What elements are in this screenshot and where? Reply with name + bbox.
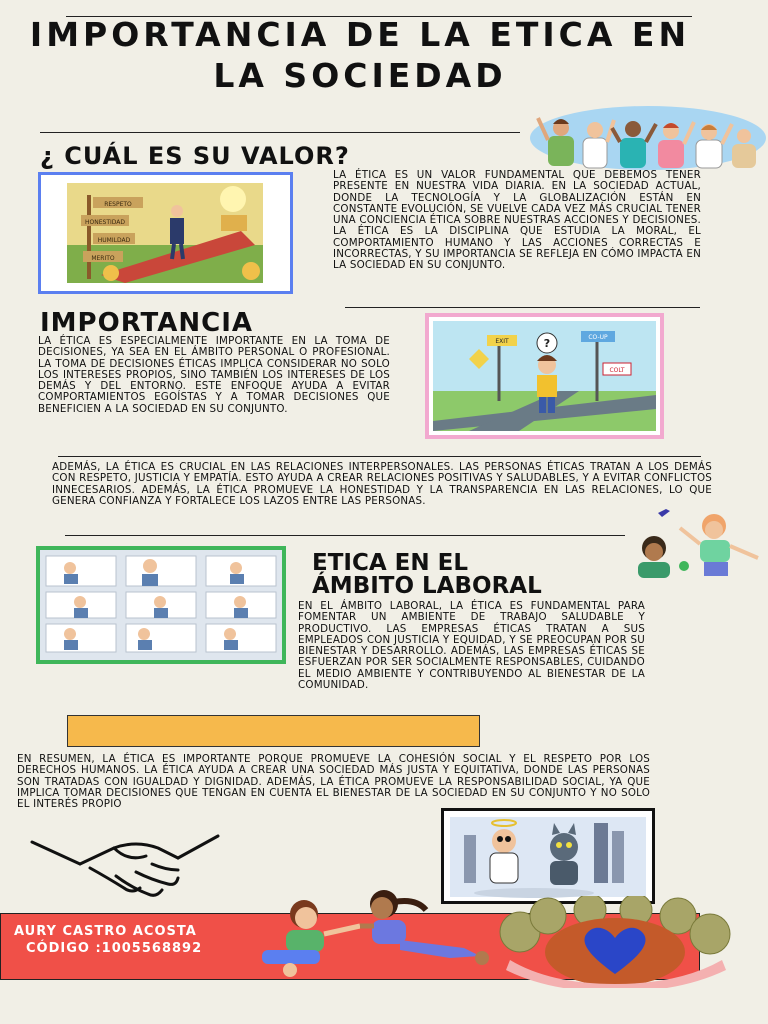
resumen-paragraph: EN RESUMEN, LA ÉTICA ES IMPORTANTE PORQUE PROMUEVE LA COHESIÓN SOCIAL Y EL RESPETO POR LOS DERECHOS HUMANOS. LA ÉTICA AYUDA A CREAR UNA SOCIEDAD MÁS JUSTA Y EQUITATIVA, DONDE LAS PERSONAS SON TRATADAS CON IGUALDAD Y DIGNIDAD. ADEMÁS, LA ÉTICA PROMUEVE LA RESPONSABILIDAD SOCIAL, YA QUE IMPLICA TOMAR DECISIONES QUE TENGAN EN CUENTA EL BIENESTAR DE LA SOCIEDAD EN SU CONJUNTO Y NO SOLO EL INTERÉS PROPIO xyxy=(17,753,650,811)
laboral-image-frame xyxy=(36,546,286,664)
valor-image-frame xyxy=(38,172,293,294)
student-code: CÓDIGO :1005568892 xyxy=(26,941,203,956)
author-name: AURY CASTRO ACOSTA xyxy=(14,924,197,939)
relaciones-bottom-rule xyxy=(65,535,625,536)
kids-hand-illustration xyxy=(250,884,500,980)
crossroads-image xyxy=(429,317,660,435)
heart-hands-illustration xyxy=(490,896,740,988)
laboral-heading-line2: ÁMBITO LABORAL xyxy=(312,573,542,599)
accent-bar xyxy=(67,715,480,747)
valor-heading: ¿ CUÁL ES SU VALOR? xyxy=(40,142,350,170)
valor-paragraph: LA ÉTICA ES UN VALOR FUNDAMENTAL QUE DEBEMOS TENER PRESENTE EN NUESTRA VIDA DIARIA. EN LA SOCIEDAD ACTUAL, DONDE LA TECNOLOGÍA Y LA GLOBALIZACIÓN ESTÁN EN CONSTANTE EVOLUCIÓN, SE VUELVE CADA VEZ MÁS CRUCIAL TENER UNA CONCIENCIA ÉTICA SOBRE NUESTRAS ACCIONES Y DECISIONES. LA ÉTICA ES LA DISCIPLINA QUE ESTUDIA LA MORAL, EL COMPORTAMIENTO HUMANO Y LAS ACCIONES CORRECTAS E INCORRECTAS, Y SU IMPORTANCIA SE REFLEJA EN CÓMO IMPACTA EN LA SOCIEDAD EN SU CONJUNTO. xyxy=(333,169,701,272)
workplace-collage-image xyxy=(40,550,282,660)
sign-label: CO-UP xyxy=(588,334,608,341)
crowd-illustration xyxy=(518,98,768,170)
page-title: IMPORTANCIA DE LA ETICA EN LA SOCIEDAD xyxy=(29,15,691,95)
sign-label: COLT xyxy=(609,367,625,374)
sign-label: MERITO xyxy=(91,255,115,262)
values-signpost-image xyxy=(41,175,290,291)
importancia-paragraph: LA ÉTICA ES ESPECIALMENTE IMPORTANTE EN LA TOMA DE DECISIONES, YA SEA EN EL ÁMBITO PERSONAL O PROFESIONAL. LA TOMA DE DECISIONES ÉTICAS IMPLICA CONSIDERAR NO SOLO LOS INTERESES PROPIOS, SINO TAMBIÉN LOS INTERESES DE LOS DEMÁS Y DEL ENTORNO. ESTE ENFOQUE AYUDA A EVITAR COMPORTAMIENTOS EGOÍSTAS Y A TOMAR DECISIONES QUE BENEFICIEN A LA SOCIEDAD EN SU CONJUNTO. xyxy=(38,335,390,415)
relaciones-paragraph: ADEMÁS, LA ÉTICA ES CRUCIAL EN LAS RELACIONES INTERPERSONALES. LAS PERSONAS ÉTICAS TRATAN A LOS DEMÁS CON RESPETO, JUSTICIA Y EMPATÍA. ESTO AYUDA A CREAR RELACIONES POSITIVAS Y SALUDABLES, Y A EVITAR CONFLICTOS INNECESARIOS. ADEMÁS, LA ÉTICA PROMUEVE LA HONESTIDAD Y LA TRANSPARENCIA EN LAS RELACIONES, LO QUE GENERA CONFIANZA Y FORTALECE LOS LAZOS ENTRE LAS PERSONAS. xyxy=(52,461,712,507)
importancia-bottom-rule xyxy=(58,456,701,457)
valor-bottom-rule xyxy=(345,307,700,308)
importancia-heading: IMPORTANCIA xyxy=(40,308,254,338)
laboral-paragraph: EN EL ÁMBITO LABORAL, LA ÉTICA ES FUNDAMENTAL PARA FOMENTAR UN AMBIENTE DE TRABAJO SALUDABLE Y PRODUCTIVO. LAS EMPRESAS ÉTICAS TRATAN A SUS EMPLEADOS CON JUSTICIA Y EQUIDAD, Y SE PREOCUPAN POR SU BIENESTAR Y DESARROLLO. ADEMÁS, LAS EMPRESAS ÉTICAS SE ESFUERZAN POR SER SOCIALMENTE RESPONSABLES, CUIDANDO EL MEDIO AMBIENTE Y CONTRIBUYENDO AL BIENESTAR DE LA COMUNIDAD. xyxy=(298,600,645,692)
question-mark: ? xyxy=(543,337,551,350)
sign-label: EXIT xyxy=(495,338,509,345)
sign-label: HONESTIDAD xyxy=(85,219,125,226)
laboral-heading-line1: ETICA EN EL xyxy=(312,550,468,576)
title-bottom-rule xyxy=(40,132,520,133)
kids-illustration xyxy=(610,512,768,582)
handshake-icon xyxy=(28,818,228,902)
importancia-image-frame xyxy=(425,313,664,439)
sign-label: HUMILDAD xyxy=(97,237,131,244)
sign-label: RESPETO xyxy=(104,201,132,208)
